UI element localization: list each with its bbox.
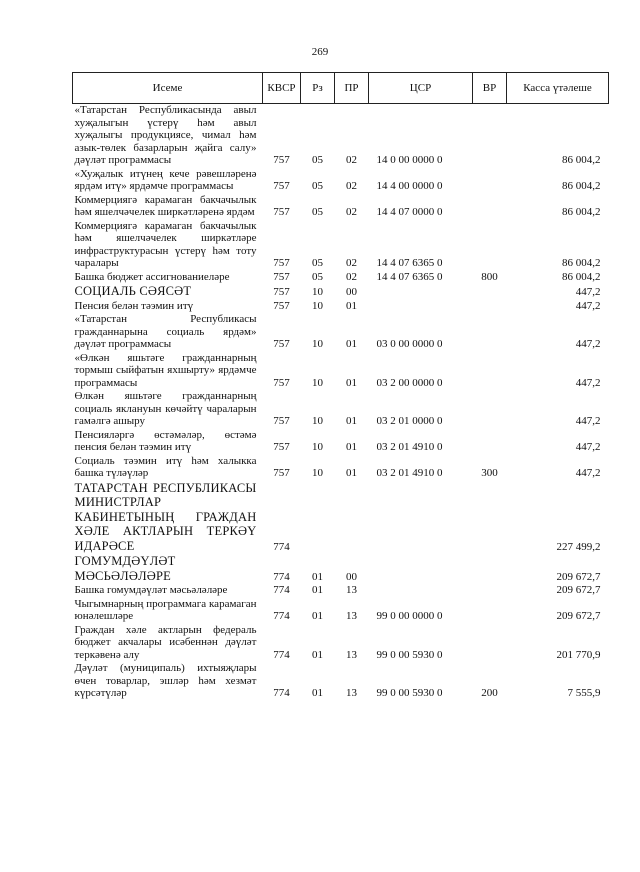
row-rz: 05 <box>312 180 323 192</box>
row-pr: 01 <box>346 376 357 389</box>
header-sum: Касса үтәлеше <box>507 73 609 104</box>
row-vr <box>473 220 507 271</box>
row-sum: 7 555,9 <box>567 687 601 699</box>
row-name: Өлкән яшьтәге гражданнарның социаль яклануын көчәйтү чараларын гамәлгә ашыру <box>74 390 257 427</box>
row-sum: 86 004,2 <box>562 257 601 269</box>
table-row <box>73 284 609 300</box>
row-sum: 86 004,2 <box>562 154 601 166</box>
row-vr: 300 <box>481 467 498 479</box>
header-name: Исеме <box>73 73 263 104</box>
row-sum: 447,2 <box>575 376 601 389</box>
row-pr: 00 <box>346 570 357 583</box>
row-csr <box>369 554 473 584</box>
row-pr: 01 <box>346 441 357 453</box>
row-vr: 800 <box>481 270 498 283</box>
row-name: «Хуҗалык итүнең кече рәвешләренә ярдәм итү» ярдәмче программасы <box>74 167 257 192</box>
row-rz: 10 <box>312 467 323 479</box>
row-kvsr: 757 <box>273 270 290 283</box>
row-sum: 447,2 <box>575 286 601 298</box>
header-csr: ЦСР <box>369 73 473 104</box>
row-name: СОЦИАЛЬ СӘЯСӘТ <box>74 284 192 298</box>
row-rz: 10 <box>312 441 323 453</box>
row-name: ГОМУМДӘҮЛӘТ МӘСЬӘЛӘЛӘРЕ <box>74 554 176 583</box>
row-name: ТАТАРСТАН РЕСПУБЛИКАСЫ МИНИСТРЛАР КАБИНЕТЫНЫҢ ГРАЖДАН ХӘЛЕ АКТЛАРЫН ТЕРКӘҮ ИДАРӘСЕ <box>74 480 257 553</box>
row-vr <box>473 168 507 194</box>
row-name: Башка бюджет ассигнованиеләре <box>74 270 230 283</box>
row-pr: 01 <box>346 338 357 350</box>
row-rz <box>301 481 335 555</box>
row-csr: 14 0 00 0000 0 <box>376 154 443 166</box>
row-vr <box>473 194 507 220</box>
row-pr: 02 <box>346 180 357 192</box>
header-rz: Рз <box>301 73 335 104</box>
row-rz: 01 <box>312 584 323 596</box>
row-csr: 03 0 00 0000 0 <box>376 338 443 350</box>
row-rz: 05 <box>312 154 323 166</box>
row-kvsr: 774 <box>273 687 290 699</box>
row-vr <box>473 624 507 663</box>
row-rz: 01 <box>312 648 323 661</box>
row-csr <box>369 584 473 598</box>
table-body <box>73 104 609 701</box>
row-name: Дәүләт (муниципаль) ихтыяҗлары өчен товарлар, эшләр һәм хезмәт күрсәтүләр <box>74 662 257 699</box>
header-kvsr: КВСР <box>263 73 301 104</box>
row-pr: 13 <box>346 648 357 661</box>
row-csr: 14 4 07 6365 0 <box>376 270 443 283</box>
row-name: «Татарстан Республикасында авыл хуҗалыгын үстерү һәм авыл хуҗалыгы продукциясе, чимал һәм азык-төлек базарларын җайга салу» дәүләт программасы <box>74 104 257 166</box>
row-kvsr: 757 <box>273 441 290 453</box>
row-pr: 13 <box>346 687 357 699</box>
row-vr <box>473 284 507 300</box>
table-row <box>73 220 609 271</box>
row-sum: 227 499,2 <box>556 540 601 553</box>
row-sum: 86 004,2 <box>562 180 601 192</box>
page-number: 269 <box>311 46 329 58</box>
row-vr: 200 <box>481 687 498 699</box>
row-vr <box>473 598 507 624</box>
row-name: Пенсия белән тәэмин итү <box>74 299 194 312</box>
row-kvsr: 757 <box>273 338 290 350</box>
table-row <box>73 194 609 220</box>
row-sum: 209 672,7 <box>556 570 601 583</box>
row-csr <box>369 300 473 314</box>
row-sum: 447,2 <box>575 338 601 350</box>
table-row <box>73 554 609 584</box>
row-csr: 03 2 01 0000 0 <box>376 415 443 427</box>
row-name: Коммерциягә карамаган бакчачылык һәм яшелчәчелек ширкәтләренә ярдәм <box>74 193 257 218</box>
row-vr <box>473 554 507 584</box>
table-row <box>73 662 609 701</box>
row-rz: 01 <box>312 610 323 622</box>
row-rz: 05 <box>312 257 323 269</box>
row-sum: 86 004,2 <box>562 270 601 283</box>
table-row <box>73 624 609 663</box>
row-csr: 03 2 00 0000 0 <box>376 376 443 389</box>
row-vr <box>473 584 507 598</box>
row-vr <box>473 313 507 352</box>
row-kvsr: 757 <box>273 206 290 218</box>
row-sum: 209 672,7 <box>556 610 601 622</box>
row-kvsr: 757 <box>273 154 290 166</box>
row-sum: 86 004,2 <box>562 206 601 218</box>
header-pr: ПР <box>335 73 369 104</box>
row-pr: 02 <box>346 206 357 218</box>
row-vr <box>473 352 507 391</box>
row-name: Коммерциягә карамаган бакчачылык һәм яшелчәчелек ширкәтләре инфраструктурасын үстерү һәм тоту чаралары <box>74 219 257 269</box>
row-rz: 10 <box>312 286 323 298</box>
row-sum: 447,2 <box>575 441 601 453</box>
table-row <box>73 429 609 455</box>
header-vr: ВР <box>473 73 507 104</box>
row-rz: 10 <box>312 376 323 389</box>
row-csr: 99 0 00 0000 0 <box>376 610 443 622</box>
row-sum: 201 770,9 <box>556 648 601 661</box>
table-row <box>73 104 609 168</box>
row-sum: 447,2 <box>575 415 601 427</box>
table-row <box>73 271 609 285</box>
table-row <box>73 168 609 194</box>
table-header <box>73 73 609 104</box>
row-pr: 02 <box>346 154 357 166</box>
row-kvsr: 757 <box>273 415 290 427</box>
row-sum: 447,2 <box>575 299 601 312</box>
row-pr: 02 <box>346 270 357 283</box>
row-vr <box>473 481 507 555</box>
row-kvsr: 774 <box>273 540 290 553</box>
row-rz: 10 <box>312 415 323 427</box>
row-kvsr: 774 <box>273 610 290 622</box>
row-vr <box>473 300 507 314</box>
row-kvsr: 757 <box>273 376 290 389</box>
table-row <box>73 313 609 352</box>
row-name: Граждан хәле актларын федераль бюджет акчалары исәбеннән дәүләт теркәвенә алу <box>74 623 257 661</box>
row-sum: 447,2 <box>575 467 601 479</box>
row-name: Социаль тәэмин итү һәм халыкка башка түләүләр <box>74 454 257 479</box>
row-pr: 00 <box>346 286 357 298</box>
row-kvsr: 757 <box>273 299 290 312</box>
row-kvsr: 774 <box>273 570 290 583</box>
row-rz: 10 <box>312 338 323 350</box>
row-csr: 99 0 00 5930 0 <box>376 648 443 661</box>
row-name: Чыгымнарның программага карамаган юнәлешләре <box>74 597 257 622</box>
row-csr: 14 4 07 6365 0 <box>376 257 443 269</box>
row-rz: 01 <box>312 687 323 699</box>
row-csr <box>369 284 473 300</box>
row-csr: 14 4 07 0000 0 <box>376 206 443 218</box>
row-pr: 02 <box>346 257 357 269</box>
row-kvsr: 774 <box>273 648 290 661</box>
row-csr: 14 4 00 0000 0 <box>376 180 443 192</box>
row-rz: 05 <box>312 206 323 218</box>
row-kvsr: 757 <box>273 180 290 192</box>
table-row <box>73 352 609 391</box>
row-pr: 13 <box>346 610 357 622</box>
row-name: «Татарстан Республикасы гражданнарына социаль ярдәм» дәүләт программасы <box>74 313 257 350</box>
table-row <box>73 598 609 624</box>
row-rz: 10 <box>312 299 323 312</box>
table-row <box>73 390 609 429</box>
row-vr <box>473 390 507 429</box>
table-row <box>73 584 609 598</box>
table-row <box>73 455 609 481</box>
row-kvsr: 774 <box>273 584 290 596</box>
table-row <box>73 300 609 314</box>
row-pr: 01 <box>346 415 357 427</box>
row-csr: 03 2 01 4910 0 <box>376 467 443 479</box>
budget-table <box>72 72 609 701</box>
row-csr: 03 2 01 4910 0 <box>376 441 443 453</box>
row-kvsr: 757 <box>273 467 290 479</box>
row-rz: 05 <box>312 270 323 283</box>
row-pr: 01 <box>346 467 357 479</box>
row-csr: 99 0 00 5930 0 <box>376 687 443 699</box>
row-kvsr: 757 <box>273 286 290 298</box>
row-name: «Өлкән яшьтәге гражданнарның тормыш сыйфатын яхшырту» ярдәмче программасы <box>74 351 257 389</box>
row-sum: 209 672,7 <box>556 584 601 596</box>
row-vr <box>473 429 507 455</box>
row-pr: 01 <box>346 299 357 312</box>
row-csr <box>369 481 473 555</box>
row-pr <box>335 481 369 555</box>
row-name: Башка гомумдәүләт мәсьәләләре <box>74 584 228 596</box>
row-name: Пенсияләргә өстәмәләр, өстәмә пенсия белән тәэмин итү <box>74 428 257 453</box>
row-pr: 13 <box>346 584 357 596</box>
row-rz: 01 <box>312 570 323 583</box>
table-row <box>73 481 609 555</box>
row-kvsr: 757 <box>273 257 290 269</box>
row-vr <box>473 104 507 168</box>
